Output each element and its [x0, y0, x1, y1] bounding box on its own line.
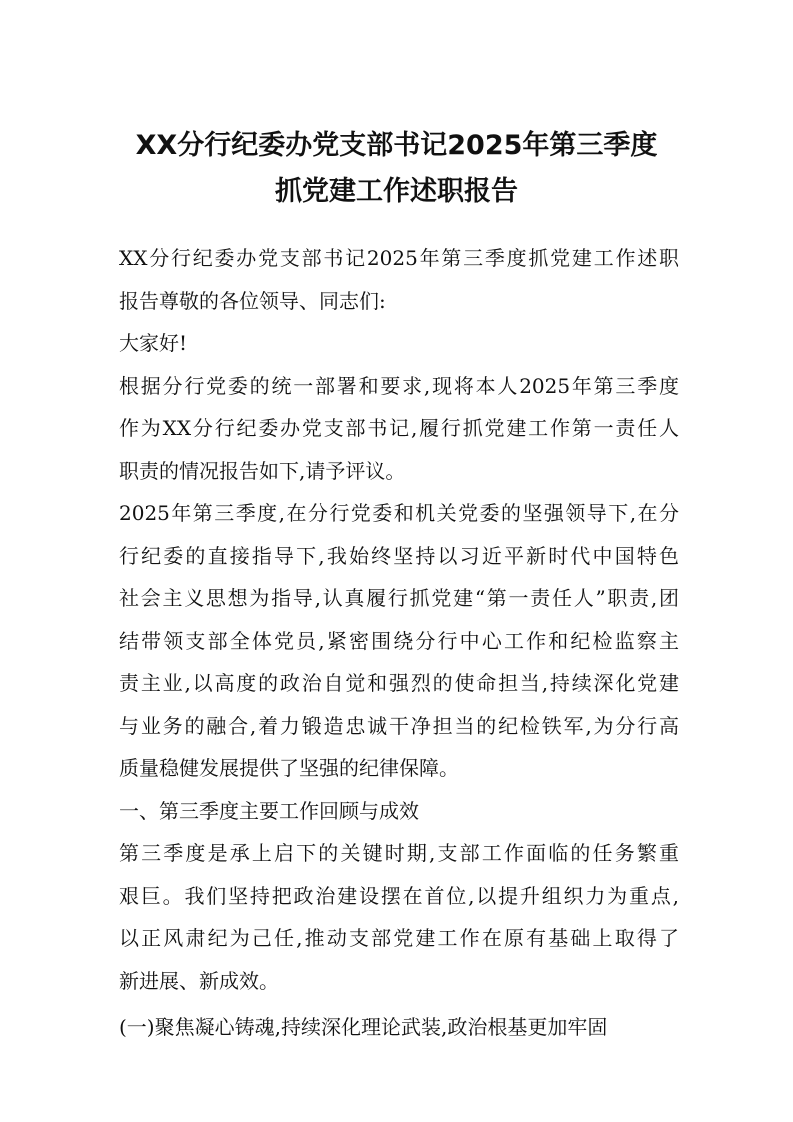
body-line: 职责的情况报告如下,请予评议。 — [119, 458, 406, 483]
body-line: 根据分行党委的统一部署和要求,现将本人2025年第三季度 — [119, 373, 679, 398]
body-line: 社会主义思想为指导,认真履行抓党建“第一责任人”职责,团 — [119, 586, 679, 610]
body-line: 新进展、新成效。 — [119, 968, 279, 993]
document-title-line-1: XX分行纪委办党支部书记2025年第三季度 — [135, 130, 658, 161]
body-line: XX分行纪委办党支部书记2025年第三季度抓党建工作述职 — [119, 246, 679, 270]
body-line: 行纪委的直接指导下,我始终坚持以习近平新时代中国特色 — [119, 543, 679, 568]
body-line: 质量稳健发展提供了坚强的纪律保障。 — [119, 756, 459, 780]
body-line: 报告尊敬的各位领导、同志们: — [119, 288, 386, 313]
body-line: 以正风肃纪为己任,推动支部党建工作在原有基础上取得了 — [119, 926, 679, 950]
body-line: 2025年第三季度,在分行党委和机关党委的坚强领导下,在分 — [119, 501, 679, 525]
body-line: 作为XX分行纪委办党支部书记,履行抓党建工作第一责任人 — [119, 416, 679, 440]
document-title-line-2: 抓党建工作述职报告 — [275, 176, 518, 207]
section-heading: 一、第三季度主要工作回顾与成效 — [119, 798, 419, 823]
body-line: 与业务的融合,着力锻造忠诚干净担当的纪检铁军,为分行高 — [119, 713, 679, 738]
document-body — [119, 237, 679, 1049]
body-line: 责主业,以高度的政治自觉和强烈的使命担当,持续深化党建 — [119, 671, 679, 695]
subsection-heading: (一)聚焦凝心铸魂,持续深化理论武装,政治根基更加牢固 — [119, 1015, 608, 1039]
body-line: 大家好! — [119, 331, 188, 355]
body-line: 结带领支部全体党员,紧密围绕分行中心工作和纪检监察主 — [119, 628, 679, 653]
body-line: 艰巨。我们坚持把政治建设摆在首位,以提升组织力为重点, — [119, 883, 679, 908]
body-line: 第三季度是承上启下的关键时期,支部工作面临的任务繁重 — [119, 841, 679, 865]
